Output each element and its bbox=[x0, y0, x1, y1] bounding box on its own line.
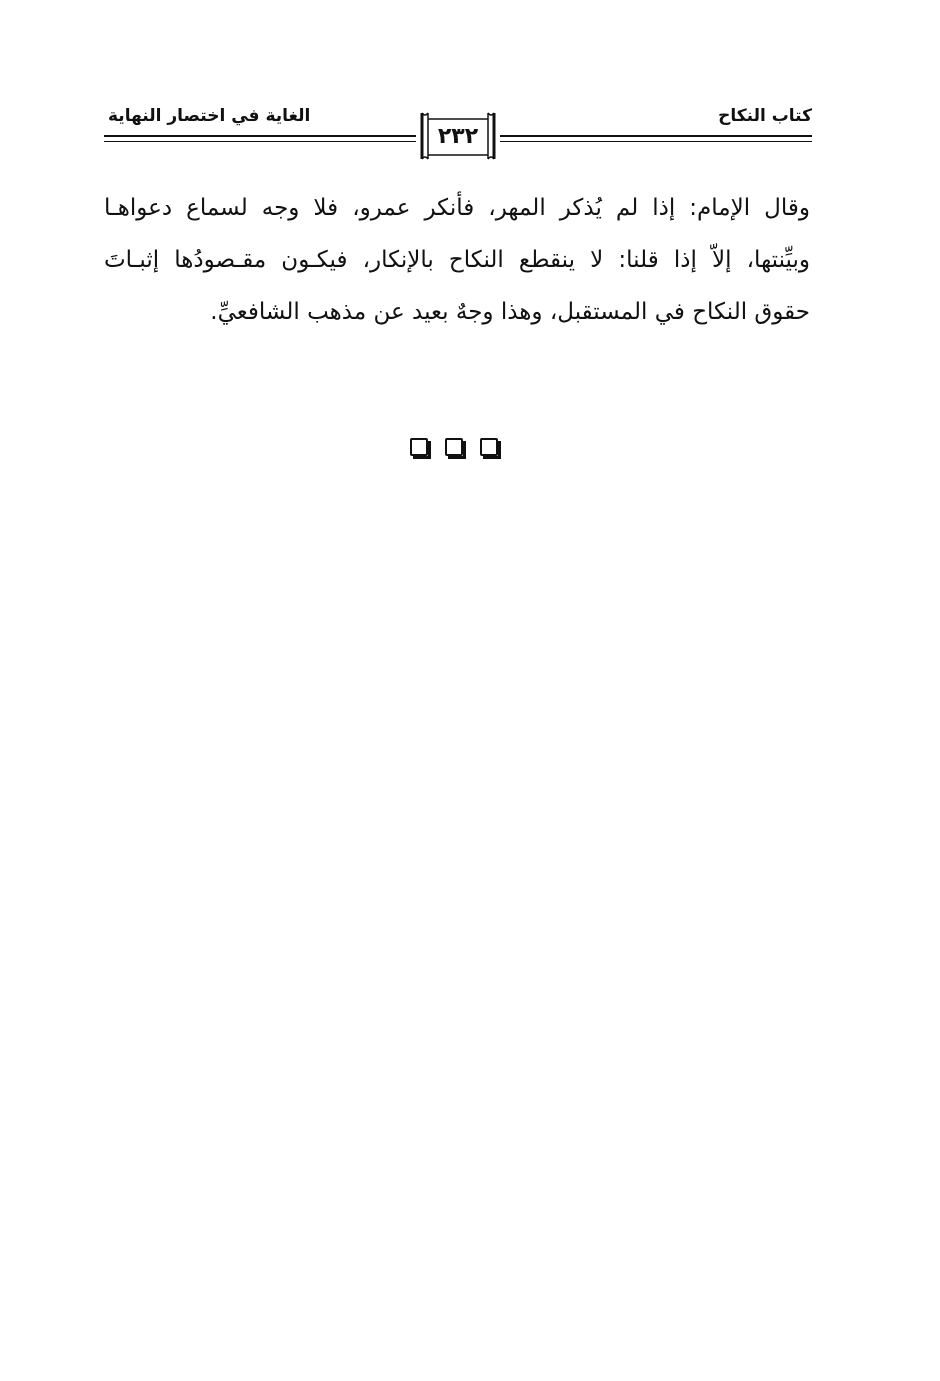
section-end-ornament-icon bbox=[410, 438, 510, 460]
running-header-section: كتاب النكاح bbox=[718, 106, 812, 126]
header-rule-left-thick bbox=[104, 135, 416, 137]
page-number: ٢٣٢ bbox=[437, 124, 479, 149]
page-number-badge bbox=[418, 111, 498, 161]
running-header-title: الغاية في اختصار النهاية bbox=[108, 106, 311, 126]
header-rule-right-thin bbox=[500, 141, 812, 142]
ornament-square-icon bbox=[480, 438, 498, 456]
body-line-3: حقوق النكاح في المستقبل، وهذا وجهٌ بعيد عن مذهب الشافعيِّ. bbox=[210, 299, 810, 325]
body-line-1: وقال الإمام: إذا لم يُذكر المهر، فأنكر عمرو، فلا وجه لسماع دعواهـا bbox=[104, 195, 810, 221]
body-paragraph bbox=[104, 188, 810, 344]
header-rule-left-thin bbox=[104, 141, 416, 142]
body-line-2: وبيِّنتها، إلاّ إذا قلنا: لا ينقطع النكاح بالإنكار، فيكـون مقـصودُها إثبـاتَ bbox=[104, 247, 810, 273]
ornament-square-icon bbox=[445, 438, 463, 456]
header-rule-right-thick bbox=[500, 135, 812, 137]
ornament-square-icon bbox=[410, 438, 428, 456]
